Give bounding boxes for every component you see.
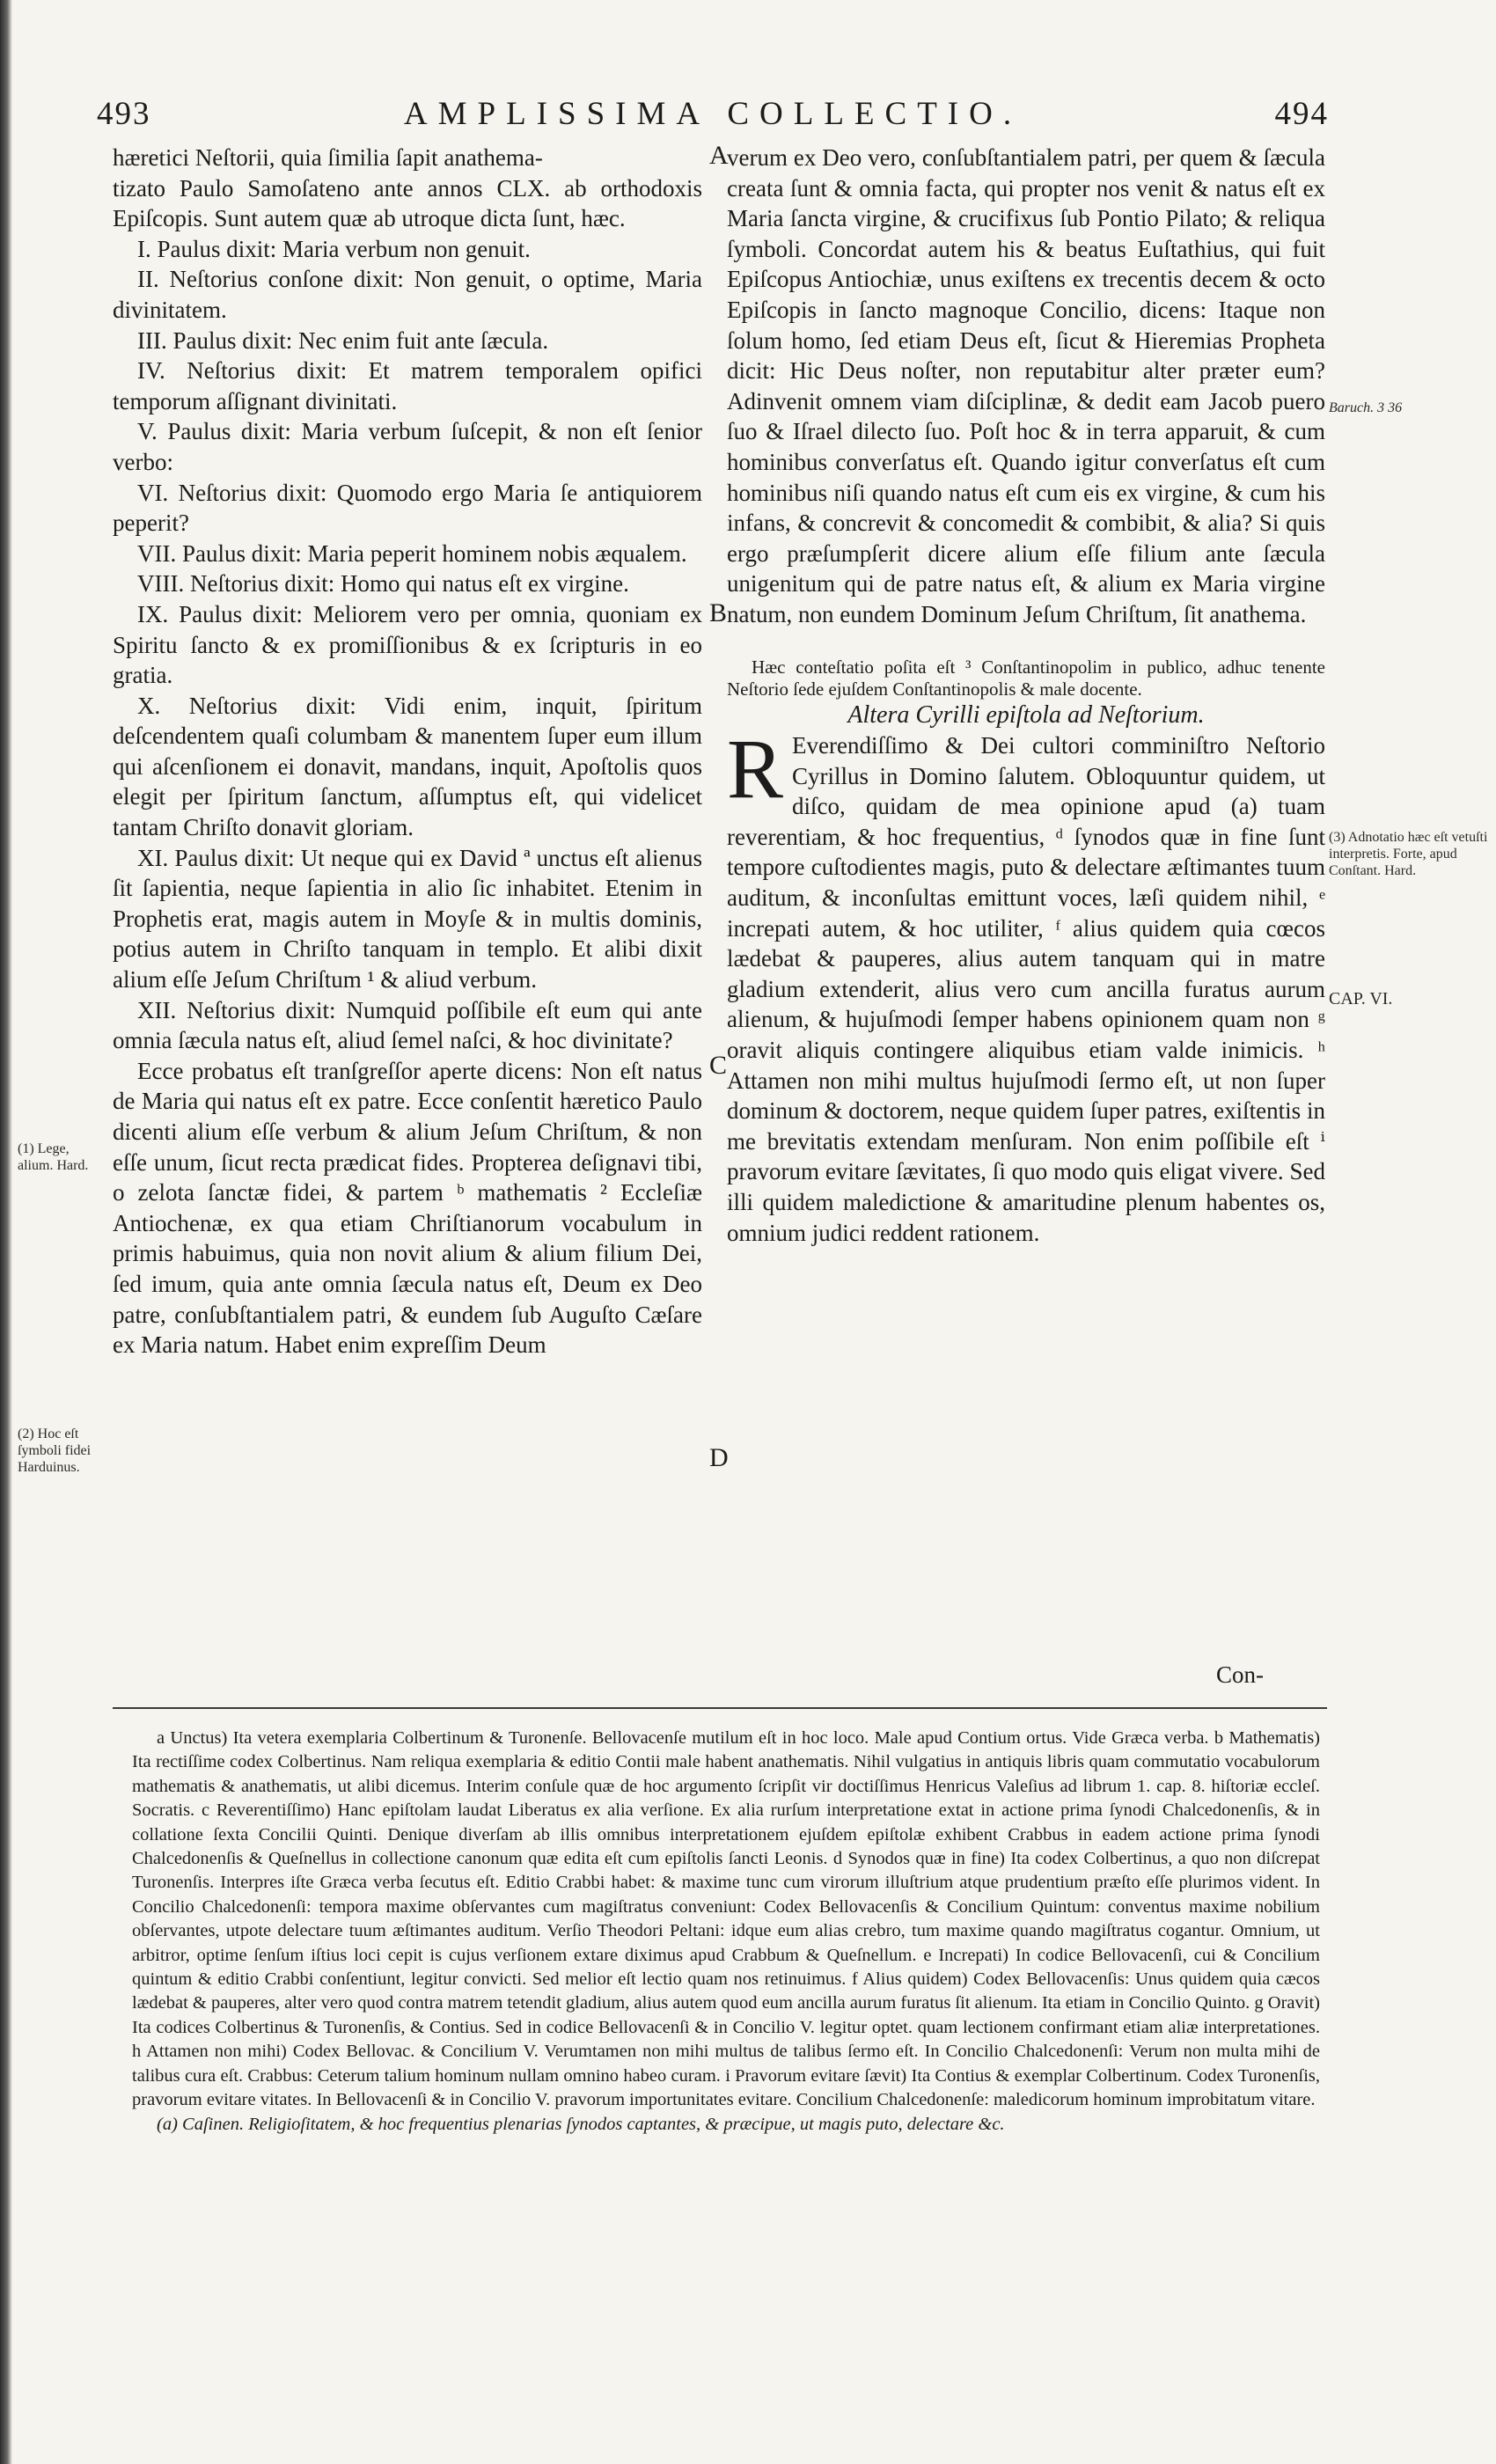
book-spine-shadow bbox=[0, 0, 12, 2464]
left-paragraph: VIII. Neſtorius dixit: Homo qui natus eſt ex virgine. bbox=[137, 570, 629, 598]
left-paragraph: VII. Paulus dixit: Maria peperit hominem nobis æqualem. bbox=[137, 539, 687, 567]
left-paragraph: XII. Neſtorius dixit: Numquid poſſibile eſt eum qui ante omnia ſæcula natus eſt, aliud ſemel naſci, & hoc divinitate? bbox=[113, 996, 702, 1054]
letter-caption: Altera Cyrilli epiſtola ad Neſtorium. bbox=[847, 700, 1205, 729]
margin-note-baruch: Baruch. 3 36 bbox=[1329, 400, 1403, 415]
left-column bbox=[113, 143, 702, 1360]
left-paragraph: I. Paulus dixit: Maria verbum non genuit. bbox=[137, 235, 531, 262]
footnote-block: (a) Caſinen. Religioſitatem, & hoc frequentius plenarias ſynodos captantes, & præcipue, ut magis puto, delectare &c. bbox=[157, 2114, 1005, 2134]
running-title: AMPLISSIMA COLLECTIO. bbox=[403, 96, 1023, 132]
catchword: Con- bbox=[1216, 1661, 1264, 1688]
letter-text: Everendiſſimo & Dei cultori comminiſtro Neſtorio Cyrillus in Domino ſalutem. Obloquuntur quidem, ut diſco, quidam de mea opinione apud (a) tuam reverentiam, & hoc frequentius, ᵈ ſynodos quæ in fine ſunt tempore cuſtodientes magis, puto & delectare æſtimantes tuum auditum, & inconſultas emittunt voces, læſi quidem nihil, ᵉ increpati autem, & hoc utiliter, ᶠ alius quidem quia cœcos lædebat & pauperes, alius autem tanquam qui in matre gladium extenderit, alius vero cum ancilla furatus aurum alienum, & hujuſmodi ſemper habens opinionem quam non ᵍ oravit aliquis contingere aliquibus etiam valde inimicis. ʰ Attamen non mihi multus hujuſmodi ſermo eſt, ut non ſuper dominum & doctorem, neque quidem ſuper patres, exiſtentis in me brevitatis extendam menſuram. Non enim poſſibile eſt ⁱ pravorum evitare ſævitates, ſi quo modo quis eligat vivere. Sed illi quidem maledictione & amaritudine plenum habentes os, omnium judici reddent rationem. bbox=[727, 732, 1325, 1246]
page-number-left: 493 bbox=[97, 96, 151, 132]
left-paragraph: IX. Paulus dixit: Meliorem vero per omnia, quoniam ex Spiritu ſancto & ex promiſſionibus & ex ſcripturis in eo gratia. bbox=[113, 600, 702, 689]
drop-capital: R bbox=[727, 722, 784, 817]
right-paragraph: verum ex Deo vero, conſubſtantialem patri, per quem & ſæcula creata ſunt & omnia facta, qui propter nos venit & natus eſt ex Maria ſancta virgine, & crucifixus ſub Pontio Pilato; & reliqua ſymboli. Concordat autem his & beatus Euſtathius, qui fuit Epiſcopus Antiochiæ, unus exiſtens ex trecentis decem & octo Epiſcopis in ſancto magnoque Concilio, dicens: Itaque non ſolum homo, ſed etiam Deus eſt, ſicut & Hieremias Propheta dicit: Hic Deus noſter, non reputabitur alter præter eum? Adinvenit omnem viam diſciplinæ, & dedit eam Jacob puero ſuo & Iſrael dilecto ſuo. Poſt hoc & in terra apparuit, & cum hominibus converſatus eſt. Quando igitur converſatus eſt cum hominibus niſi quando natus eſt cum eis ex virgine, & cum his infans, & concrevit & concomedit & combibit, & alia? Si quis ergo præſumpſerit dicere alium eſſe filium ante ſæcula unigenitum qui de patre natus eſt, & alium ex Maria virgine natum, non eundem Dominum Jeſum Chriſtum, ſit anathema. bbox=[727, 144, 1325, 627]
left-paragraph: IV. Neſtorius dixit: Et matrem temporalem opifici temporum aſſignant divinitati. bbox=[113, 357, 702, 414]
left-paragraph: V. Paulus dixit: Maria verbum ſuſcepit, & non eſt ſenior verbo: bbox=[113, 418, 702, 475]
page-header bbox=[97, 95, 1329, 141]
left-paragraph: VI. Neſtorius dixit: Quomodo ergo Maria ſe antiquiorem peperit? bbox=[113, 479, 702, 537]
margin-note-3: (3) Adnotatio hæc eſt vetuſti interpretis. Forte, apud Conſtant. Hard. bbox=[1329, 830, 1488, 878]
footnote-rule bbox=[113, 1707, 1327, 1709]
left-paragraph: III. Paulus dixit: Nec enim fuit ante ſæcula. bbox=[137, 326, 549, 354]
margin-note-2: (2) Hoc eſt ſymboli fidei Harduinus. bbox=[18, 1426, 92, 1475]
section-letter-c: C bbox=[709, 1051, 728, 1080]
left-paragraph: hæretici Neſtorii, quia ſimilia ſapit anathema- bbox=[113, 144, 543, 171]
left-paragraph: Ecce probatus eſt tranſgreſſor aperte dicens: Non eſt natus de Maria qui natus eſt ex patre. Ecce conſentit hæretico Paulo dicenti alium eſſe verbum & alium Jeſum Chriſtum, & non eſſe unum, ſicut recta prædicat fides. Propterea deſignavi tibi, o zelota ſanctæ fidei, & partem ᵇ mathematis ² Eccleſiæ Antiochenæ, ex qua etiam Chriſtianorum vocabulum in primis habuimus, quia non novit alium & alium filium Dei, ſed imum, quia ante omnia ſæcula natus eſt, Deum ex Deo patre, conſubſtantialem patri, & eundem ſub Auguſto Cæſare ex Maria natum. Habet enim expreſſim Deum bbox=[113, 1057, 702, 1359]
left-paragraph: XI. Paulus dixit: Ut neque qui ex David ª unctus eſt alienus ſit ſapientia, neque ſapientia in alio ſic inhabitet. Etenim in Prophetis erat, magis autem in Moyſe & in multis dominis, potius autem in Chriſto tanquam in templo. Et alibi dixit alium eſſe Jeſum Chriſtum ¹ & aliud verbum. bbox=[113, 844, 702, 994]
contestatio-note: Hæc conteſtatio poſita eſt ³ Conſtantinopolim in publico, adhuc tenente Neſtorio ſede ejuſdem Conſtantinopolis & male docente. bbox=[727, 656, 1325, 700]
footnote-block: a Unctus) Ita vetera exemplaria Colbertinum & Turonenſe. Bellovacenſe mutilum eſt in hoc loco. Male apud Contium ortus. Vide Græca verba. b Mathematis) Ita rectiſſime codex Colbertinus. Nam reliqua exemplaria & editio Contii male habent anathematis. Nihil vulgatius in antiquis libris quam commutatio vocabulorum mathematis & anathematis, ut alibi dicemus. Interim conſule quæ de hoc argumento ſcripſit vir doctiſſimus Henricus Valeſius ad librum 1. cap. 8. hiſtoriæ eccleſ. Socratis. c Reverentiſſimo) Hanc epiſtolam laudat Liberatus ex alia verſione. Ex alia rurſum interpretatione extat in actione prima ſynodi Chalcedonenſis, & in collatione ſexta Concilii Quinti. Denique diverſam ab illis omnibus interpretationem ejuſdem epiſtolæ exhibent Crabbus in eadem actione prima ſynodi Chalcedonenſis & Queſnellus in collectione canonum quæ edita eſt cum epiſtolis ſancti Leonis. d Synodos quæ in fine) Ita codex Colbertinus, a quo non diſcrepat Turonenſis. Interpres iſte Græca verba ſecutus eſt. Editio Crabbi habet: & maxime tunc cum virorum illuſtrium atque prudentium præſto eſſe plurimos vident. In Concilio Chalcedonenſi: tempora maxime obſervantes cum magiſtratus conveniunt: Codex Bellovacenſis & Concilium Quintum: conventus maxime nobilium obſervantes, utpote delectare tuum æſtimantes auditum. Verſio Theodori Peltani: idque eum alias crebro, tum maxime quando magiſtratus cogantur. Omnium, ut arbitror, optime ſenſum iſtius loci cepit is cujus verſionem extare diximus apud Crabbum & Queſnellum. e Increpati) In codice Bellovacenſi, cui & Concilium quintum & editio Crabbi conſentiunt, legitur convicti. Sed melior eſt lectio quam nos retinuimus. f Alius quidem) Codex Bellovacenſis: Unus quidem quia cæcos lædebat & pauperes, alter vero quod contra matrem tetendit gladium, alius autem quod eum ancilla aurum furatus ſit alienum. Ita etiam in Concilio Quinto. g Oravit) Ita codices Colbertinus & Turonenſis, & Contius. Sed in codice Bellovacenſi & in Concilio V. legitur optet. quam lectionem confirmant etiam aliæ interpretationes. h Attamen non mihi) Codex Bellovac. & Concilium V. Verumtamen non mihi multus de talibus ſermo eſt. In Concilio Chalcedonenſi: Verum non multa mihi de talibus cura eſt. Crabbus: Ceterum talium hominum nullam omnino habeo curam. i Pravorum evitare ſævit) Ita Contius & exemplar Colbertinum. Codex Turonenſis, pravorum evitare vitates. In Bellovacenſi & in Concilio V. pravorum importunitates evitare. Concilium Chalcedonenſe: maledicorum hominum improbitatum vitare. bbox=[132, 1728, 1320, 2110]
letter-paragraph bbox=[727, 722, 1325, 1248]
left-paragraph: II. Neſtorius conſone dixit: Non genuit, o optime, Maria divinitatem. bbox=[113, 266, 702, 323]
section-letter-b: B bbox=[709, 598, 728, 627]
right-column bbox=[727, 143, 1325, 1248]
section-letter-d: D bbox=[709, 1443, 729, 1472]
footnotes bbox=[132, 1727, 1320, 2137]
section-letter-a: A bbox=[709, 141, 729, 170]
margin-note-1: (1) Lege, alium. Hard. bbox=[18, 1141, 89, 1173]
left-paragraph: X. Neſtorius dixit: Vidi enim, inquit, ſpiritum deſcendentem quaſi columbam & manentem ſuper eum illum qui aſcenſionem ei donavit, mandans, inquit, Apoſtolis quos elegit per ſpiritum ſanctum, aſſumptus eſt, qui videlicet tantam Chriſto donavit gloriam. bbox=[113, 692, 702, 841]
chapter-marker: CAP. VI. bbox=[1329, 989, 1393, 1008]
left-paragraph: tizato Paulo Samoſateno ante annos CLX. ab orthodoxis Epiſcopis. Sunt autem quæ ab utroque dicta ſunt, hæc. bbox=[113, 174, 702, 232]
page-number-right: 494 bbox=[1274, 96, 1329, 132]
